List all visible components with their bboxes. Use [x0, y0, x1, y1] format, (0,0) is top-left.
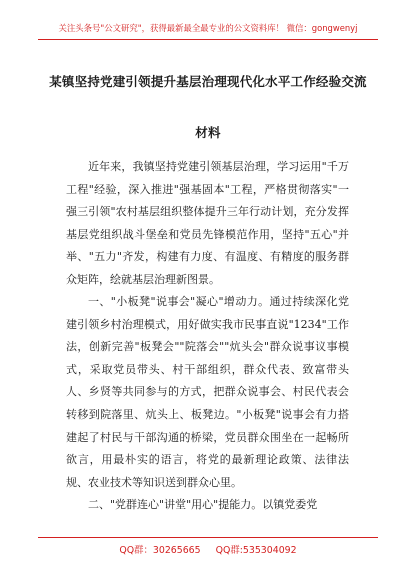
footer-contact [38, 537, 378, 556]
header-notice: 关注头条号"公文研究"，获得最新最全最专业的公文资料库！ 微信：gongwenyj [38, 22, 378, 40]
paragraph-section-two: 二、"党群连心"讲堂"用心"提能力。以镇党委党 [88, 498, 318, 512]
document-title: 某镇坚持党建引领提升基层治理现代化水平工作经验交流 [49, 74, 367, 89]
document-body [66, 156, 349, 517]
document-title-continued: 材料 [195, 125, 221, 140]
footer-qq-group-2: QQ群:535304092 [215, 545, 297, 556]
paragraph-section-one: 一、"小板凳"说事会"凝心"增动力。通过持续深化党建引领乡村治理模式，用好做实我市民事直说"1234"工作法，创新完善"板凳会""院落会""炕头会"群众说事议事模式，采取党员带头、村干部组织，群众代表、致富带头人、乡贤等共同参与的方式，把群众说事会、村民代表会转移到院落里、炕头上、板凳边。"小板凳"说事会有力搭建起了村民与干部沟通的桥梁，党员群众围坐在一起畅所欲言，用最朴实的语言，将党的最新理论政策、法律法规、农业技术等知识送到群众心里。 [66, 295, 349, 489]
paragraph-intro: 近年来，我镇坚持党建引领基层治理，学习运用"千万工程"经验，深入推进"强基固本"工程，严格贯彻落实"一强三引领"农村基层组织整体提升三年行动计划，充分发挥基层党组织战斗堡垒和党员先锋模范作用，坚持"五心"并举、"五力"齐发，构建有力度、有温度、有精度的服务群众矩阵，绘就基层治理新图景。 [66, 160, 349, 286]
footer-qq-group-1: QQ群：30265665 [119, 545, 201, 556]
